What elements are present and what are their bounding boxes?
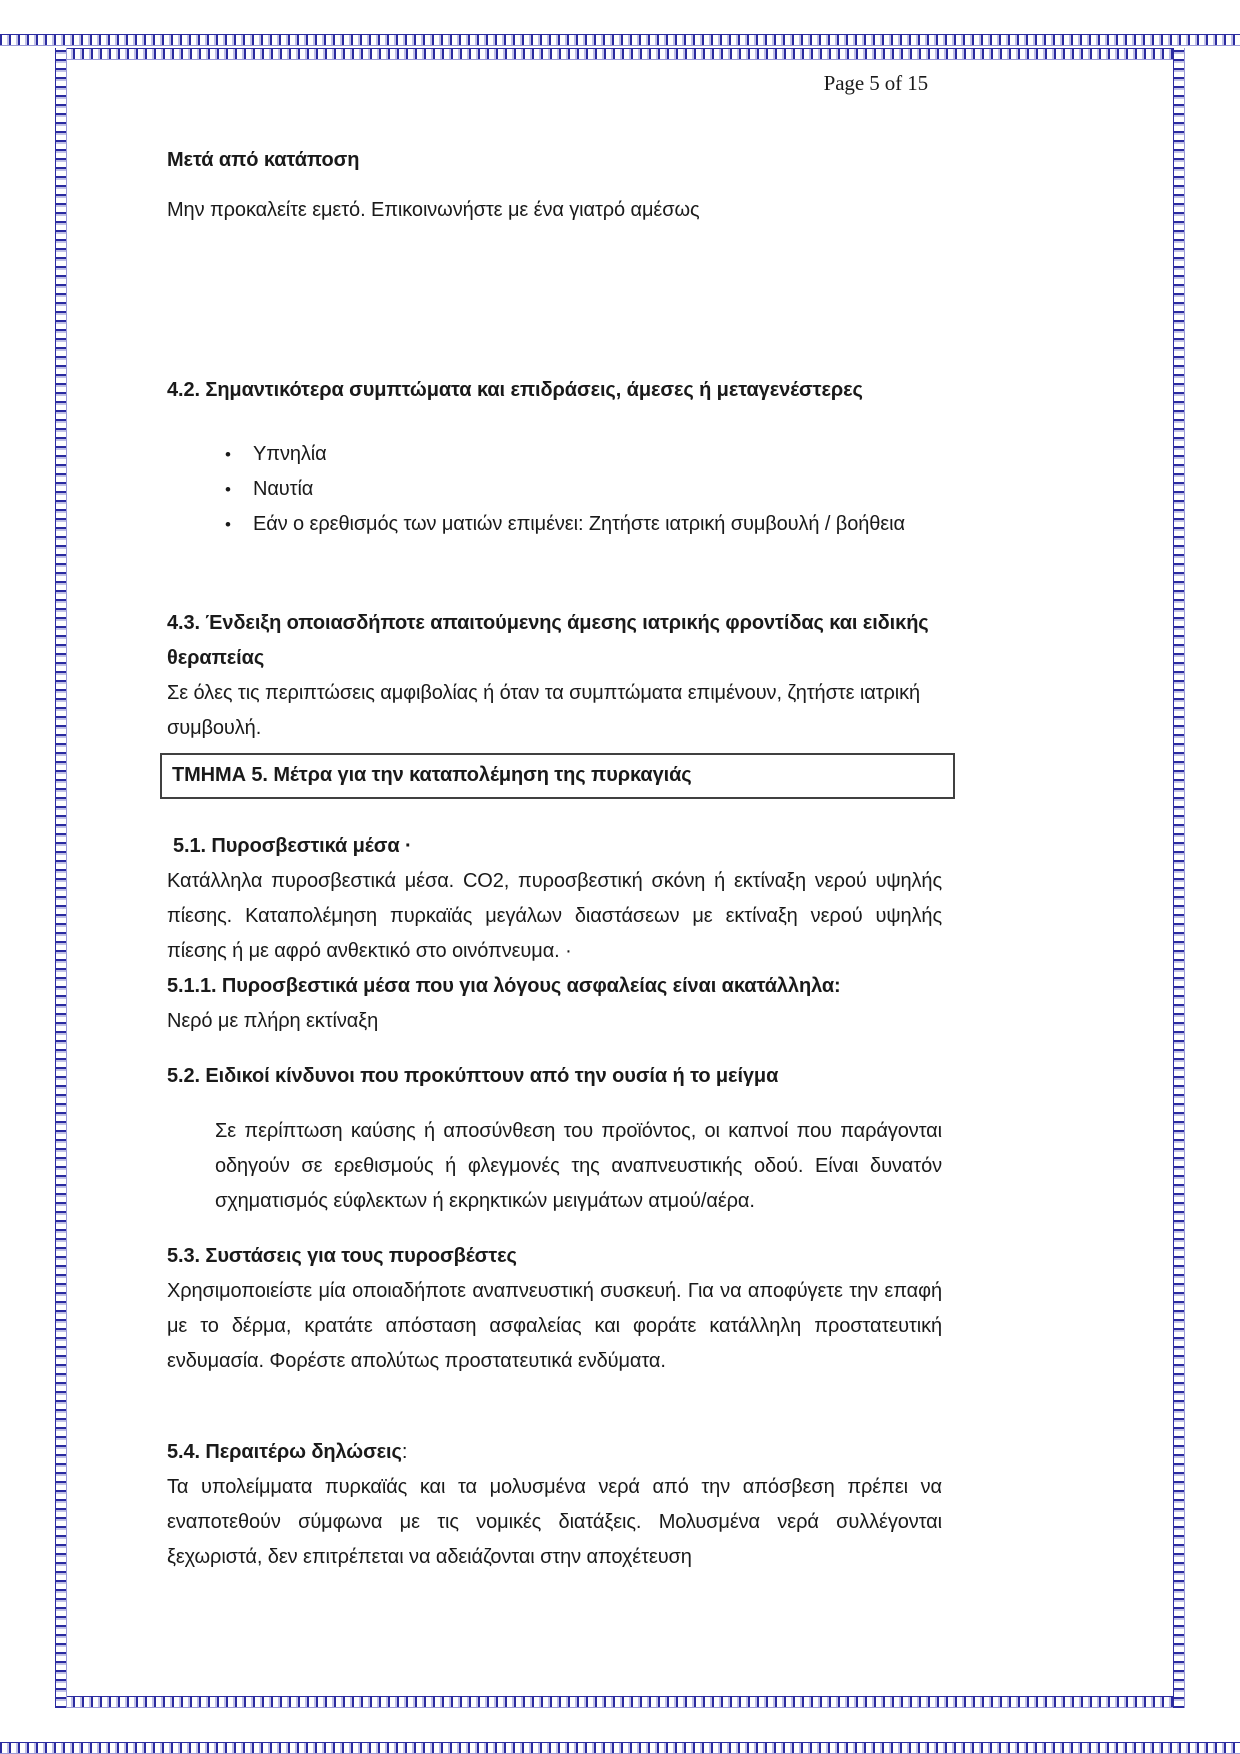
list-item <box>167 472 942 507</box>
page-border-frame-bottom <box>55 1696 1185 1708</box>
section-5-4-text: Τα υπολείμματα πυρκαϊάς και τα μολυσμένα νερά από την απόσβεση πρέπει να εναποτεθούν σύμφωνα με τις νομικές διατάξεις. Μολυσμένα νερά συλλέγονται ξεχωριστά, δεν επιτρέπεται να αδειάζονται στην αποχέτευση <box>167 1476 942 1568</box>
symptoms-bullet-list <box>167 437 942 542</box>
section-5-2-heading: 5.2. Ειδικοί κίνδυνοι που προκύπτουν από την ουσία ή το μείγμα <box>167 1065 779 1087</box>
page-border-frame-left <box>55 48 67 1708</box>
page-border-bottom-outer <box>0 1742 1240 1754</box>
after-ingestion-text: Μην προκαλείτε εμετό. Επικοινωνήστε με ένα γιατρό αμέσως <box>167 199 700 221</box>
section-4-3-heading: 4.3. Ένδειξη οποιασδήποτε απαιτούμενης άμεσης ιατρικής φροντίδας και ειδικής θεραπείας <box>167 612 929 669</box>
page-number: Page 5 of 15 <box>823 71 928 95</box>
list-item <box>167 507 942 542</box>
section-5-title: ΤΜΗΜΑ 5. Μέτρα για την καταπολέμηση της πυρκαγιάς <box>172 764 692 786</box>
section-4-2-heading: 4.2. Σημαντικότερα συμπτώματα και επιδράσεις, άμεσες ή μεταγενέστερες <box>167 379 863 401</box>
section-5-3-heading: 5.3. Συστάσεις για τους πυροσβέστες <box>167 1245 517 1267</box>
section-5-4-heading-label: 5.4. Περαιτέρω δηλώσεις <box>167 1441 402 1463</box>
section-5-title-box <box>160 753 955 799</box>
page-content <box>167 62 942 1575</box>
section-5-2-text: Σε περίπτωση καύσης ή αποσύνθεση του προϊόντος, οι καπνοί που παράγονται οδηγούν σε ερεθισμούς ή φλεγμονές της αναπνευστικής οδού. Είναι δυνατόν σχηματισμός εύφλεκτων ή εκρηκτικών μειγμάτων ατμού/αέρα. <box>215 1120 942 1212</box>
bullet-icon: • <box>225 445 231 464</box>
section-5-1-1-text: Νερό με πλήρη εκτίναξη <box>167 1010 379 1032</box>
page-border-top-outer <box>0 34 1240 46</box>
section-5-4-heading-colon: : <box>401 1441 408 1463</box>
section-5-1-heading: 5.1. Πυροσβεστικά μέσα · <box>173 835 412 857</box>
section-5-4-heading <box>167 1435 942 1470</box>
bullet-icon: • <box>225 480 231 499</box>
section-5-3-text: Χρησιμοποιείστε μία οποιαδήποτε αναπνευστική συσκευή. Για να αποφύγετε την επαφή με το δέρμα, κρατάτε απόσταση ασφαλείας και φοράτε κατάλληλη προστατευτική ενδυμασία. Φορέστε απολύτως προστατευτικά ενδύματα. <box>167 1280 942 1372</box>
section-5-1-1-heading: 5.1.1. Πυροσβεστικά μέσα που για λόγους ασφαλείας είναι ακατάλληλα: <box>167 975 841 997</box>
bullet-text: Εάν ο ερεθισμός των ματιών επιμένει: Ζητήστε ιατρική συμβουλή / βοήθεια <box>253 513 905 535</box>
bullet-text: Υπνηλία <box>253 443 327 465</box>
section-5-1-text: Κατάλληλα πυροσβεστικά μέσα. CO2, πυροσβεστική σκόνη ή εκτίναξη νερού υψηλής πίεσης. Καταπολέμηση πυρκαϊάς μεγάλων διαστάσεων με εκτίναξη νερού υψηλής πίεσης ή με αφρό ανθεκτικό στο οινόπνευμα. · <box>167 870 942 962</box>
section-4-3-text: Σε όλες τις περιπτώσεις αμφιβολίας ή όταν τα συμπτώματα επιμένουν, ζητήστε ιατρική συμβουλή. <box>167 682 921 739</box>
after-ingestion-heading: Μετά από κατάποση <box>167 149 360 171</box>
list-item <box>167 437 942 472</box>
bullet-text: Ναυτία <box>253 478 314 500</box>
bullet-icon: • <box>225 515 231 534</box>
page-border-frame-top <box>55 48 1185 60</box>
page-border-frame-right <box>1173 48 1185 1708</box>
